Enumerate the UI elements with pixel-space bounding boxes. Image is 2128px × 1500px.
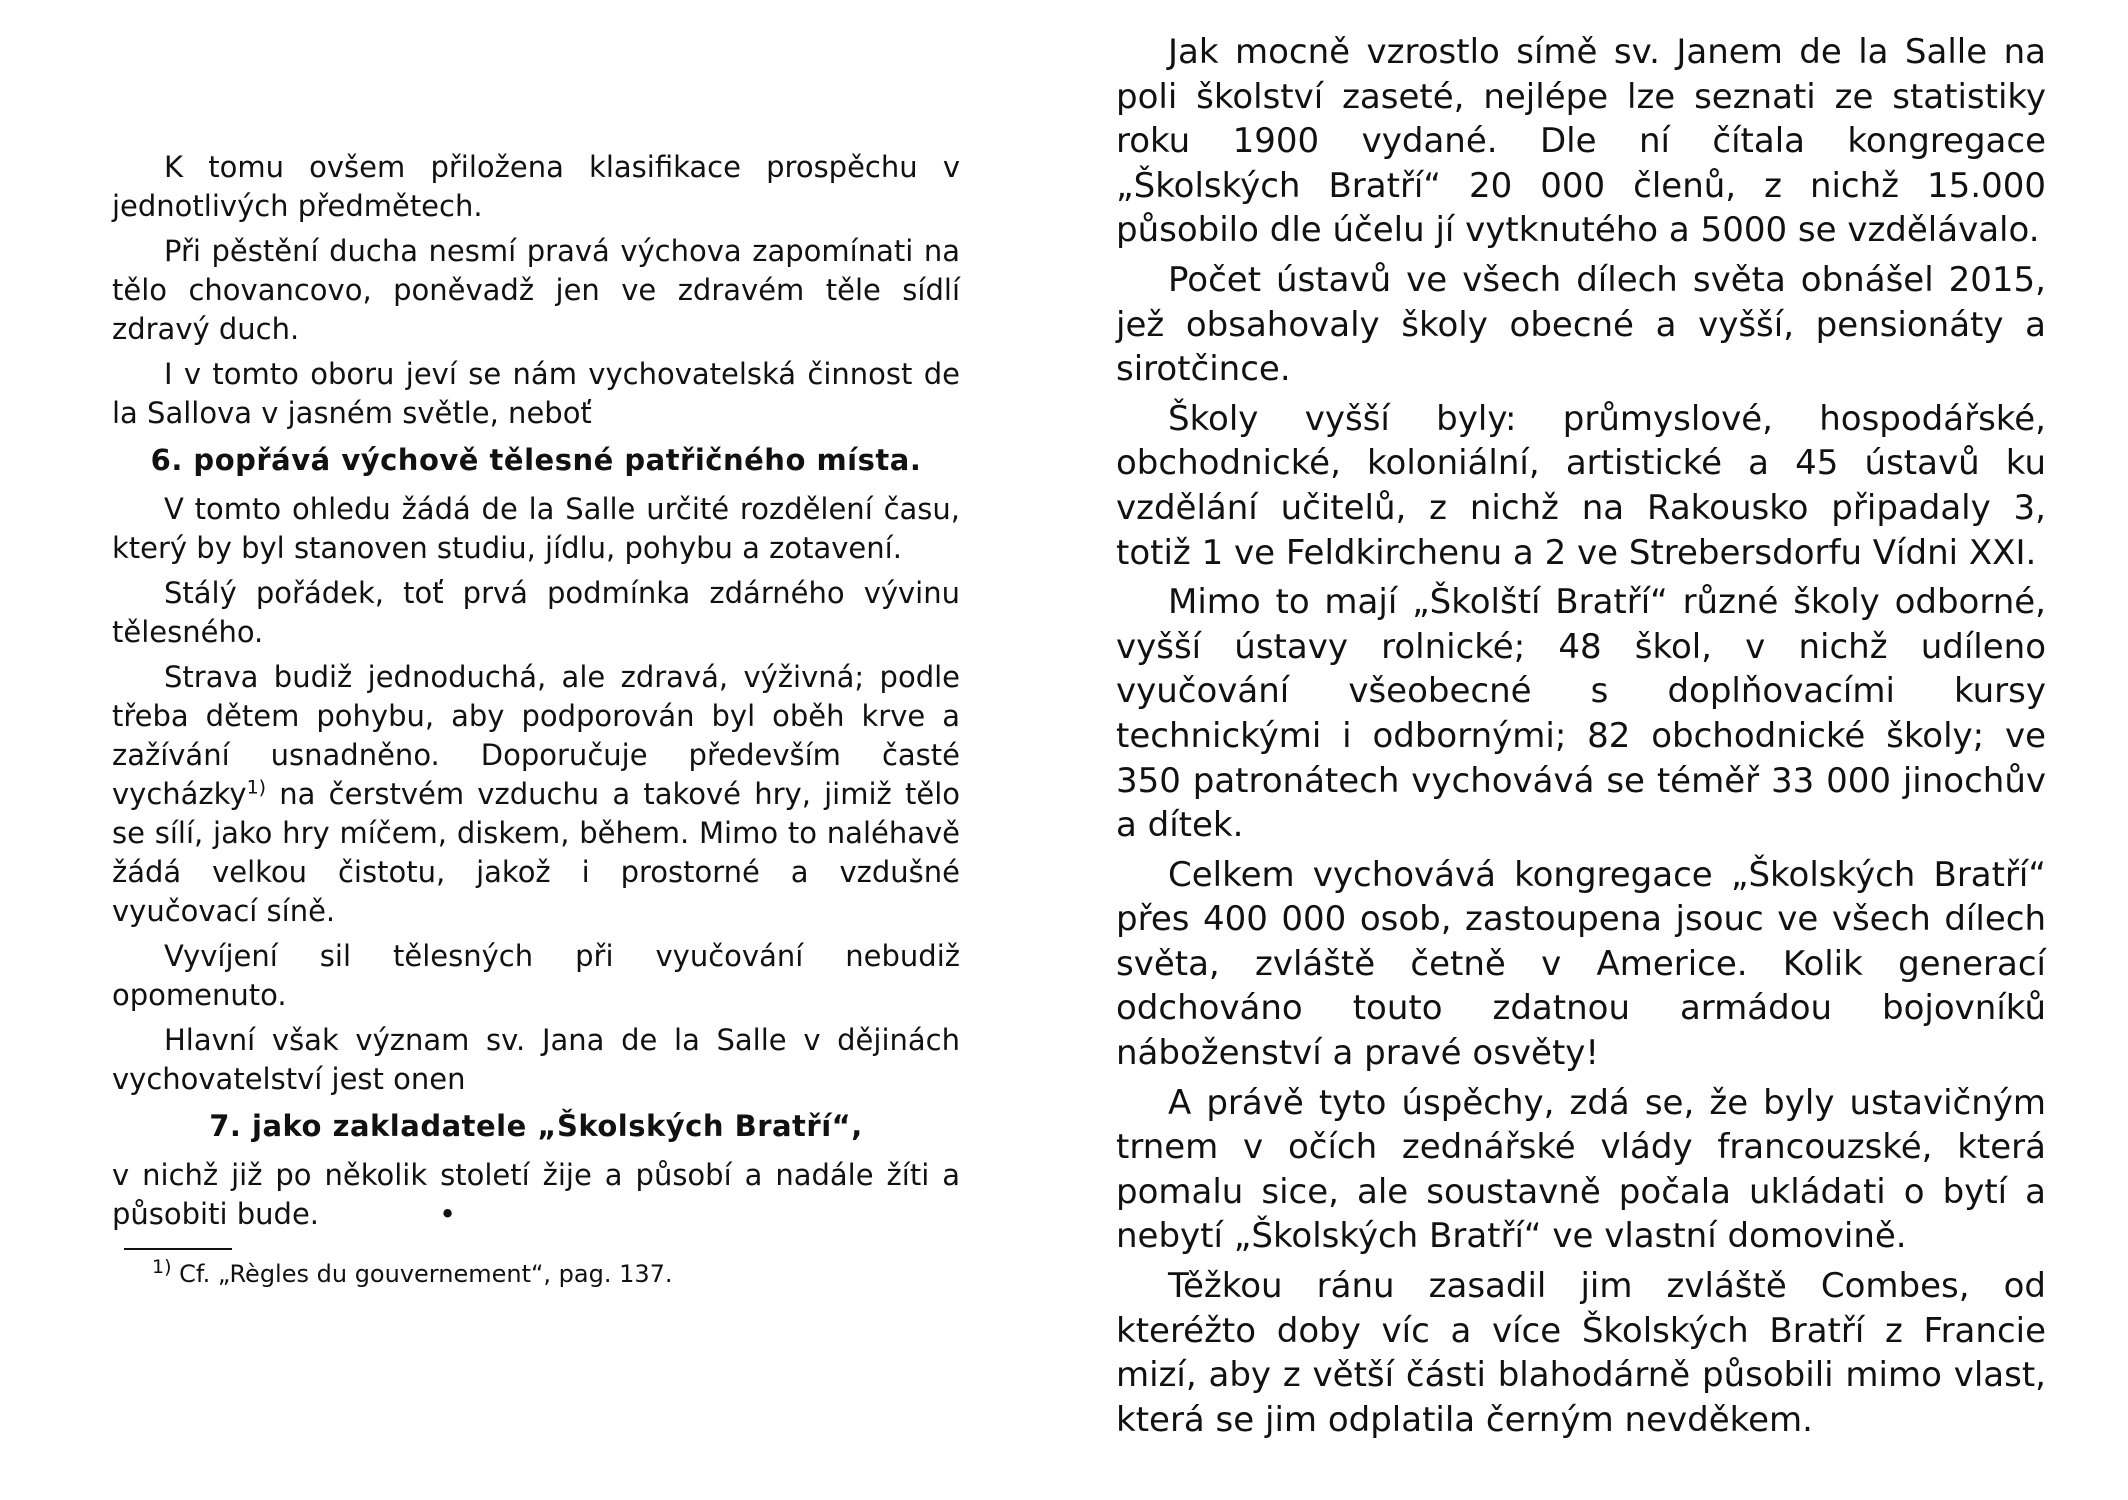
paragraph-vyznam: Hlavní však význam sv. Jana de la Salle v dějinách vychovatelství jest onen — [112, 1023, 960, 1096]
paragraph-statistika: Jak mocně vzrostlo símě sv. Janem de la Salle na poli školství zaseté, nejlépe lze seznati ze statistiky roku 1900 vydané. Dle ní čítala kongregace „Školských Bratří“ 20 000 členů, z nichž 15.000 působilo dle účelu jí vytknutého a 5000 se vzdělávalo. — [1116, 32, 2046, 251]
section-heading-7: 7. jako zakladatele „Školských Bratří“, — [209, 1109, 863, 1143]
strava-text-start: Strava budiž jednoduchá, ale zdravá, výživná; podle třeba dětem pohybu, aby podporován byl oběh krve a zažívání usnadněno. Doporučuje především časté vycházky — [112, 660, 960, 811]
footnote-mark: 1) — [152, 1256, 172, 1278]
section-heading-6: 6. popřává výchově tělesné patřičného místa. — [150, 443, 922, 477]
right-text-column — [1116, 30, 2046, 1447]
paragraph-closing — [112, 1156, 960, 1234]
footnote — [152, 1258, 960, 1290]
left-text-column — [112, 148, 960, 1290]
paragraph-rozdeleni-casu: V tomto ohledu žádá de la Salle určité rozdělení času, který by byl stanoven studiu, jídlu, pohybu a zotavení. — [112, 492, 960, 565]
right-page — [1064, 0, 2128, 1500]
footnote-reference: 1) — [246, 776, 267, 799]
paragraph-vychova-tela: Při pěstění ducha nesmí pravá výchova zapomínati na tělo chovancovo, poněvadž jen ve zdravém těle sídlí zdravý duch. — [112, 234, 960, 346]
closing-text: v nichž již po několik století žije a působí a nadále žíti a působiti bude. — [112, 1158, 960, 1231]
footnote-text: Cf. „Règles du gouvernement“, pag. 137. — [179, 1260, 673, 1288]
paragraph-cinnost: I v tomto oboru jeví se nám vychovatelská činnost de la Sallova v jasném světle, neboť — [112, 357, 960, 430]
paragraph-skoly-vyssi: Školy vyšší byly: průmyslové, hospodářské, obchodnické, koloniální, artistické a 45 ústavů ku vzdělání učitelů, z nichž na Rakousko připadaly 3, totiž 1 ve Feldkirchenu a 2 ve Strebersdorfu Vídni XXI. — [1116, 398, 2046, 573]
paragraph-poradek: Stálý pořádek, toť prvá podmínka zdárného vývinu tělesného. — [112, 576, 960, 649]
paragraph-pocet-ustavu: Počet ústavů ve všech dílech světa obnášel 2015, jež obsahovaly školy obecné a vyšší, pensionáty a sirotčince. — [1116, 259, 2046, 390]
paragraph-klasifikace: K tomu ovšem přiložena klasifikace prospěchu v jednotlivých předmětech. — [112, 150, 960, 223]
closing-mark: • — [439, 1197, 457, 1231]
paragraph-odborne-skoly: Mimo to mají „Školští Bratří“ různé školy odborné, vyšší ústavy rolnické; 48 škol, v nichž udíleno vyučování všeobecné s doplňovacími kursy technickými i odbornými; 82 obchodnické školy; ve 350 patronátech vychovává se téměř 33 000 jinochův a dítek. — [1116, 582, 2046, 846]
strava-text-end: na čerstvém vzduchu a takové hry, jimiž tělo se sílí, jako hry míčem, diskem, během. Mimo to naléhavě žádá velkou čistotu, jakož i prostorné a vzdušné vyučovací síně. — [112, 777, 960, 928]
paragraph-strava — [112, 658, 960, 931]
paragraph-combes: Těžkou ránu zasadil jim zvláště Combes, od kteréžto doby víc a více Školských Bratří z Francie mizí, aby z větší části blahodárně působili mimo vlast, která se jim odplatila černým nevděkem. — [1116, 1266, 2046, 1440]
paragraph-sily: Vyvíjení sil tělesných při vyučování nebudiž opomenuto. — [112, 939, 960, 1012]
paragraph-celkem: Celkem vychovává kongregace „Školských Bratří“ přes 400 000 osob, zastoupena jsouc ve všech dílech světa, zvláště četně v Americe. Kolik generací odchováno touto zdatnou armádou bojovníků náboženství a pravé osvěty! — [1116, 854, 2046, 1074]
paragraph-uspechy: A právě tyto úspěchy, zdá se, že byly ustavičným trnem v očích zednářské vlády francouzské, která pomalu sice, ale soustavně počala ukládati o bytí a nebytí „Školských Bratří“ ve vlastní domovině. — [1116, 1082, 2046, 1257]
footnote-divider — [124, 1248, 232, 1250]
